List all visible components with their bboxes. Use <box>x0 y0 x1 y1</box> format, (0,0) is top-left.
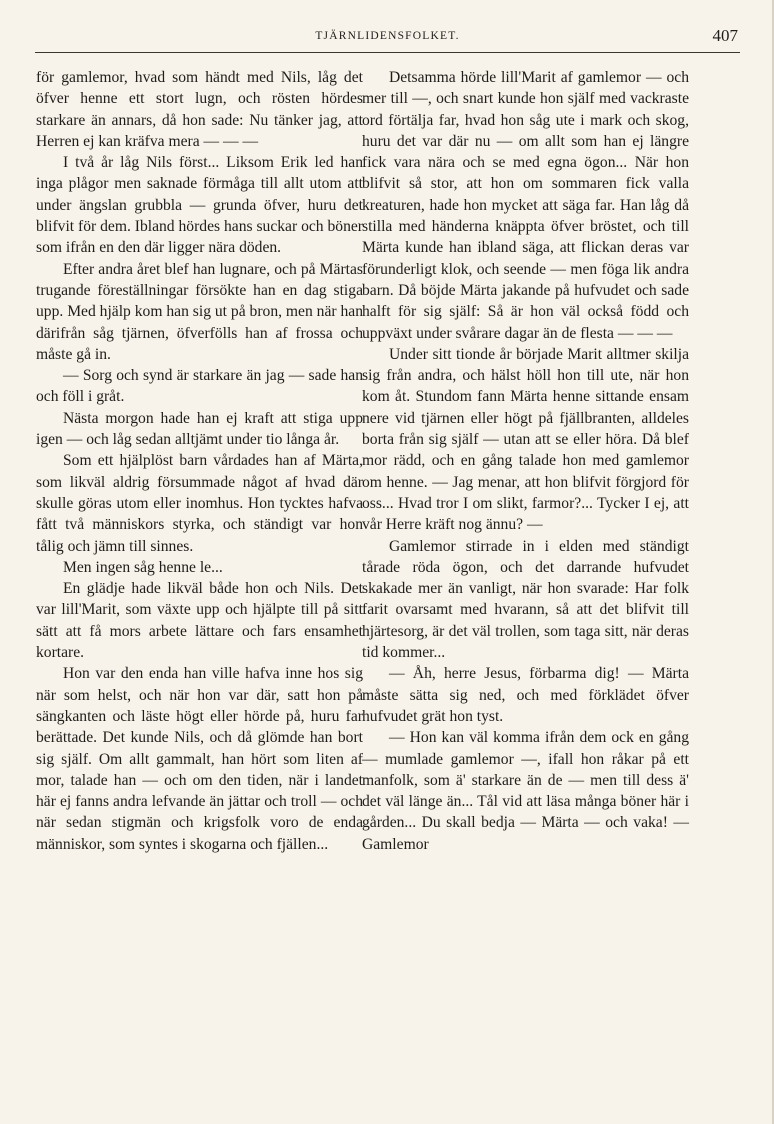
header-rule <box>35 52 740 53</box>
paragraph: Nästa morgon hade han ej kraft att stiga upp igen — och låg sedan alltjämt under tio långa år. <box>36 409 363 449</box>
paragraph: Gamlemor stirrade in i elden med ständigt tårade röda ögon, och det darrande hufvudet skakade mer än vanligt, när hon svarade: Har folk farit ovarsamt med hvarann, så att det blifvit till hjärtesorg, är det väl trollen, som taga sitt, när deras tid kommer... <box>362 537 689 662</box>
paragraph: Men ingen såg henne le... <box>63 558 223 576</box>
paragraph: I två år låg Nils först... Liksom Erik led han inga plågor men saknade förmåga till allt utom att under ängslan grubbla — grunda öfver, huru det blifvit för dem. Ibland hördes hans suckar och böner som ifrån en den där ligger nära döden. <box>36 154 363 257</box>
page-number: 407 <box>712 26 738 45</box>
paragraph: Detsamma hörde lill'Marit af gamlemor — och mer till —, och snart kunde hon själf med vackraste ord förtälja far, hvad hon såg ute i mark och skog, huru det var där nu — om allt som han ej längre fick vara nära och se med egna ögon... När hon blifvit så stor, att hon om sommaren fick valla kreaturen, hade hon mycket att säga far. Han låg då stilla med händerna knäppta öfver bröstet, och till Märta kunde han ibland säga, att flickan deras var förunderligt klok, och seende — men föga lik andra barn. Då böjde Märta jakande på hufvudet och sade halft för sig själf: Så är hon väl också född och uppväxt under svårare dagar än de flesta — — — <box>362 69 689 342</box>
paragraph: En glädje hade likväl både hon och Nils. Det var lill'Marit, som växte upp och hjälpte till på sitt sätt att få mors arbete lättare och fars ensamhet kortare. <box>36 580 363 662</box>
paragraph: — Sorg och synd är starkare än jag — sade han och föll i gråt. <box>36 367 363 406</box>
paragraph: — Åh, herre Jesus, förbarma dig! — Märta måste sätta sig ned, och med förklädet öfver hufvudet grät hon tyst. <box>362 665 689 725</box>
paragraph: Hon var den enda han ville hafva inne hos sig när som helst, och när hon var där, satt hon på sängkanten och läste högt eller hörde på, huru far berättade. Det kunde Nils, och då glömde han bort sig själf. Om allt gammalt, han hört som liten af mor, talade han — och om den tiden, när i landet här ej fanns andra lefvande än jättar och troll — och när sedan stigmän och krigsfolk voro de enda människor, som syntes i skogarna och fjällen... <box>36 665 363 853</box>
paragraph: för gamlemor, hvad som händt med Nils, låg det öfver henne ett stort lugn, och rösten hördes starkare än annars, då hon sade: Nu tänker jag, att Herren ej kan kräfva mera — — — <box>36 69 363 150</box>
running-header <box>35 26 740 48</box>
paragraph: — Hon kan väl komma ifrån dem ock en gång — mumlade gamlemor —, ifall hon råkar på ett manfolk, som ä' starkare än de — men till dess ä' det väl länge än... Tål vid att läsa många böner här i gården... Du skall bedja — Märta — och vaka! — Gamlemor <box>362 729 689 853</box>
paragraph: Efter andra året blef han lugnare, och på Märtas trugande föreställningar försökte han en dag stiga upp. Med hjälp kom han sig ut på bron, men när han därifrån såg tjärnen, öfverfölls han af frossa och måste gå in. <box>36 260 363 363</box>
paragraph: Under sitt tionde år började Marit alltmer skilja sig från andra, och hälst höll hon till ute, när hon kom åt. Stundom fann Märta henne sittande ensam nere vid tjärnen eller högt på fjällbranten, alldeles borta från sig själf — utan att se eller höra. Då blef mor rädd, och en gång talade hon med gamlemor om henne. — Jag menar, att hon blifvit förgjord för oss... Hvad tror I om slikt, farmor?... Tycker I ej, att vår Herre kräft nog ännu? — <box>362 345 689 534</box>
left-column <box>36 67 363 855</box>
right-column <box>362 67 689 855</box>
running-title: TJÄRNLIDENSFOLKET. <box>315 30 460 42</box>
paragraph: Som ett hjälplöst barn vårdades han af Märta, som likväl aldrig försummade något af hvad där skulle göras utom eller inomhus. Hon tycktes hafva fått två människors styrka, och ständigt var hon tålig och jämn till sinnes. <box>36 452 363 555</box>
